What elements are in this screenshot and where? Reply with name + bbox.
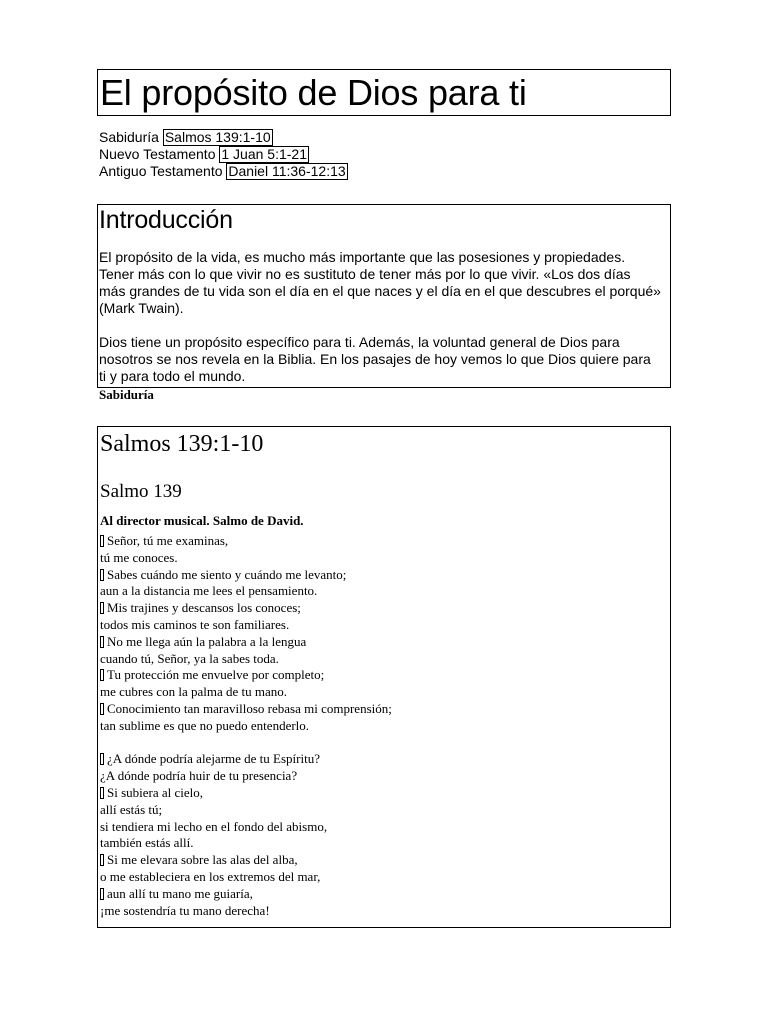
verse-text: aun allí tu mano me guiaría, [107, 885, 253, 901]
verse-text: allí estás tú; [100, 801, 163, 817]
stanza-1 [100, 533, 670, 735]
verse-number-placeholder-icon [100, 854, 104, 866]
text-line: ti y para todo el mundo. [99, 368, 246, 384]
verse-text: aun a la distancia me lees el pensamiento. [100, 583, 318, 599]
reading-ref-link[interactable]: Daniel 11:36-12:13 [228, 163, 346, 179]
text-line: (Mark Twain). [99, 300, 184, 316]
verse-line [100, 583, 670, 600]
verse-text: No me llega aún la palabra a la lengua [107, 633, 307, 649]
verse-line [100, 802, 670, 819]
verse-line [100, 600, 670, 617]
verse-number-placeholder-icon [100, 569, 104, 581]
verse-text: Mis trajines y descansos los conoces; [107, 600, 301, 616]
reading-label: Nuevo Testamento [99, 146, 216, 162]
verse-line [100, 835, 670, 852]
verse-text: también estás allí. [100, 835, 194, 851]
psalm-superscription: Al director musical. Salmo de David. [100, 513, 304, 528]
verse-line [100, 701, 670, 718]
verse-text: ¿A dónde podría huir de tu presencia? [100, 768, 298, 784]
title-box [97, 69, 671, 116]
stanza-2 [100, 751, 670, 919]
verse-line [100, 550, 670, 567]
verse-text: todos mis caminos te son familiares. [100, 616, 290, 632]
verse-line [100, 785, 670, 802]
verse-number-placeholder-icon [100, 787, 104, 799]
introduction-heading: Introducción [99, 206, 233, 234]
text-line: El propósito de la vida, es mucho más importante que las posesiones y propiedades. [99, 249, 626, 265]
verse-line [100, 852, 670, 869]
verse-line [100, 617, 670, 634]
verse-text: cuando tú, Señor, ya la sabes toda. [100, 650, 279, 666]
verse-text: Señor, tú me examinas, [107, 533, 229, 548]
psalm-verses [100, 533, 670, 919]
verse-line [100, 886, 670, 903]
verse-number-placeholder-icon [100, 669, 104, 681]
passage-heading: Salmos 139:1-10 [100, 431, 264, 457]
verse-line [100, 684, 670, 701]
text-line: Tener más con lo que vivir no es sustituto de tener más por lo que vivir. «Los dos días [99, 266, 631, 282]
verse-line [100, 667, 670, 684]
introduction-paragraph-2 [99, 334, 670, 385]
reading-ref-link[interactable]: 1 Juan 5:1-21 [221, 146, 307, 162]
verse-line [100, 533, 670, 550]
psalm-subheading: Salmo 139 [100, 481, 182, 502]
readings-list [99, 129, 348, 180]
verse-text: me cubres con la palma de tu mano. [100, 684, 287, 700]
verse-line [100, 869, 670, 886]
verse-line [100, 718, 670, 735]
verse-number-placeholder-icon [100, 602, 104, 614]
verse-number-placeholder-icon [100, 703, 104, 715]
reading-row-wisdom [99, 129, 348, 146]
section-label-wisdom: Sabiduría [99, 387, 154, 402]
reading-label: Sabiduría [99, 129, 159, 145]
verse-line [100, 651, 670, 668]
verse-number-placeholder-icon [100, 535, 104, 547]
verse-text: tan sublime es que no puedo entenderlo. [100, 717, 310, 733]
verse-text: o me estableciera en los extremos del mar, [100, 868, 321, 884]
verse-text: si tendiera mi lecho en el fondo del abismo, [100, 818, 328, 834]
verse-line [100, 903, 670, 920]
verse-line [100, 634, 670, 651]
page-title: El propósito de Dios para ti [100, 72, 527, 113]
verse-line [100, 768, 670, 785]
verse-text: Si subiera al cielo, [107, 784, 204, 800]
introduction-paragraph-1 [99, 249, 670, 317]
verse-text: ¿A dónde podría alejarme de tu Espíritu? [107, 751, 320, 767]
text-line: Dios tiene un propósito específico para ti. Además, la voluntad general de Dios para [99, 334, 620, 350]
verse-text: Tu protección me envuelve por completo; [107, 667, 325, 683]
reading-label: Antiguo Testamento [99, 163, 223, 179]
verse-line [100, 567, 670, 584]
verse-text: Conocimiento tan maravilloso rebasa mi comprensión; [107, 700, 392, 716]
text-line: más grandes de tu vida son el día en el que naces y el día en el que descubres el porqué» [99, 283, 661, 299]
verse-text: ¡me sostendría tu mano derecha! [100, 902, 270, 918]
stanza-gap [100, 735, 670, 752]
psalm-passage [97, 426, 671, 928]
verse-line [100, 819, 670, 836]
introduction-section [97, 204, 671, 388]
verse-number-placeholder-icon [100, 753, 104, 765]
reading-ref-link[interactable]: Salmos 139:1-10 [164, 129, 271, 145]
verse-number-placeholder-icon [100, 636, 104, 648]
verse-text: tú me conoces. [100, 549, 178, 565]
reading-row-old-testament [99, 163, 348, 180]
verse-text: Si me elevara sobre las alas del alba, [107, 852, 298, 868]
verse-text: Sabes cuándo me siento y cuándo me levanto; [107, 566, 347, 582]
reading-row-new-testament [99, 146, 348, 163]
verse-line [100, 751, 670, 768]
verse-number-placeholder-icon [100, 888, 104, 900]
text-line: nosotros se nos revela en la Biblia. En los pasajes de hoy vemos lo que Dios quiere para [99, 351, 651, 367]
